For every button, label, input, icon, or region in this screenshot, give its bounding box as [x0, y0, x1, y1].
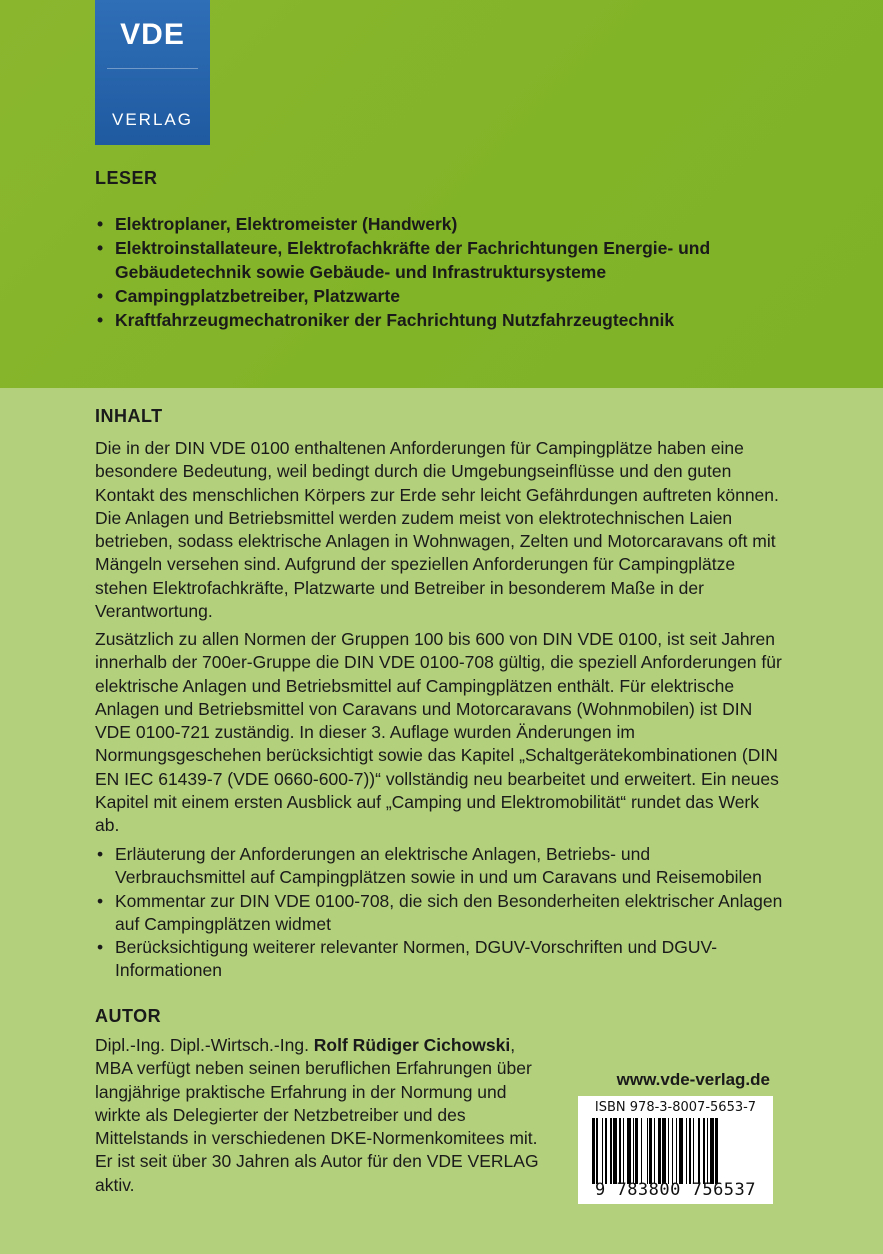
author-paragraph: [95, 1034, 555, 1197]
content-bullets: [95, 843, 785, 983]
list-item: • Kommentar zur DIN VDE 0100-708, die sich den Besonderheiten elektrischer Anlagen auf Campingplätzen widmet: [95, 890, 785, 937]
barcode-bar: [596, 1118, 597, 1184]
author-prefix: Dipl.-Ing. Dipl.-Wirtsch.-Ing.: [95, 1035, 314, 1055]
barcode-bar: [676, 1118, 677, 1184]
readers-list: [95, 212, 785, 332]
list-item: • Kraftfahrzeugmechatroniker der Fachrichtung Nutzfahrzeugtechnik: [95, 308, 785, 332]
list-item: • Elektroinstallateure, Elektrofachkräfte der Fachrichtungen Energie- und Gebäudetechnik sowie Gebäude- und Infrastruktursysteme: [95, 236, 785, 284]
barcode-bar: [710, 1118, 714, 1184]
barcode-bar: [619, 1118, 622, 1184]
barcode-bar: [654, 1118, 655, 1184]
isbn-label: ISBN 978-3-8007-5653-7: [594, 1100, 757, 1115]
barcode-bar: [613, 1118, 617, 1184]
barcode-bar: [633, 1118, 634, 1184]
barcode-bar: [635, 1118, 638, 1184]
barcode-bar: [647, 1118, 648, 1184]
barcode-bar: [689, 1118, 692, 1184]
barcode-bar: [715, 1118, 718, 1184]
barcode-bar: [686, 1118, 687, 1184]
barcode-bar: [641, 1118, 642, 1184]
barcode-bars: [592, 1118, 762, 1184]
author-name: Rolf Rüdiger Cichowski: [313, 1035, 511, 1055]
logo-brand: VDE: [120, 18, 185, 51]
vde-logo: [95, 0, 210, 145]
barcode-bar: [649, 1118, 652, 1184]
barcode-bar: [658, 1118, 661, 1184]
barcode: [578, 1096, 773, 1204]
logo-divider: [107, 68, 198, 69]
barcode-bar: [707, 1118, 708, 1184]
author-bio: , MBA verfügt neben seinen beruflichen Erfahrungen über langjährige praktische Erfahrung in der Normung und wirkte als Delegierter der Netzbetreiber und des Mittelstands in verschiedenen DKE-Normenkomitees mit. Er ist seit über 30 Jahren als Autor für den VDE VERLAG aktiv.: [95, 1035, 539, 1195]
barcode-bar: [693, 1118, 694, 1184]
barcode-bar: [679, 1118, 683, 1184]
list-item: • Campingplatzbetreiber, Platzwarte: [95, 284, 785, 308]
readers-heading: LESER: [95, 168, 158, 188]
list-item: • Berücksichtigung weiterer relevanter Normen, DGUV-Vorschriften und DGUV-Informationen: [95, 936, 785, 983]
barcode-bar: [703, 1118, 706, 1184]
barcode-bar: [602, 1118, 603, 1184]
barcode-bar: [627, 1118, 631, 1184]
list-item: • Elektroplaner, Elektromeister (Handwerk): [95, 212, 785, 236]
barcode-digits: 9 783800 756537: [594, 1180, 757, 1200]
barcode-bar: [605, 1118, 608, 1184]
barcode-bar: [672, 1118, 673, 1184]
list-item: • Erläuterung der Anforderungen an elektrische Anlagen, Betriebs- und Verbrauchsmittel auf Campingplätzen sowie in und um Caravans und Reisemobilen: [95, 843, 785, 890]
content-heading: INHALT: [95, 406, 163, 426]
content-paragraph-1: Die in der DIN VDE 0100 enthaltenen Anforderungen für Campingplätze haben eine besondere Bedeutung, weil bedingt durch die Umgebungseinflüsse und den guten Kontakt des menschlichen Körpers zur Erde sehr leicht Gefährdungen auftreten können. Die Anlagen und Betriebsmittel werden zudem meist von elektrotechnischen Laien betrieben, sodass elektrische Anlagen in Wohnwagen, Zelten und Motorcaravans oft mit Mängeln versehen sind. Aufgrund der speziellen Anforderungen für Campingplätze stehen Elektrofachkräfte, Platzwarte und Betreiber in besonderem Maße in der Verantwortung.: [95, 438, 779, 622]
logo-subtitle: VERLAG: [112, 110, 193, 129]
barcode-bar: [623, 1118, 624, 1184]
barcode-bar: [668, 1118, 669, 1184]
website-link[interactable]: www.vde-verlag.de: [616, 1070, 770, 1089]
barcode-bar: [610, 1118, 611, 1184]
barcode-bar: [592, 1118, 595, 1184]
barcode-bar: [662, 1118, 666, 1184]
content-paragraph-2: Zusätzlich zu allen Normen der Gruppen 100 bis 600 von DIN VDE 0100, ist seit Jahren innerhalb der 700er-Gruppe die DIN VDE 0100-708 gültig, die speziell Anforderungen für elektrische Anlagen und Betriebsmittel auf Campingplätzen enthält. Für elektrische Anlagen und Betriebsmittel von Caravans und Motorcaravans (Wohnmobilen) ist DIN VDE 0100-721 zuständig. In dieser 3. Auflage wurden Änderungen im Normungsgeschehen berücksichtigt sowie das Kapitel „Schaltgerätekombinationen (DIN EN IEC 61439-7 (VDE 0660-600-7))“ vollständig neu bearbeitet und erweitert. Ein neues Kapitel mit einem ersten Ausblick auf „Camping und Elektromobilität“ rundet das Werk ab.: [95, 629, 782, 836]
barcode-bar: [698, 1118, 699, 1184]
author-heading: AUTOR: [95, 1006, 162, 1026]
